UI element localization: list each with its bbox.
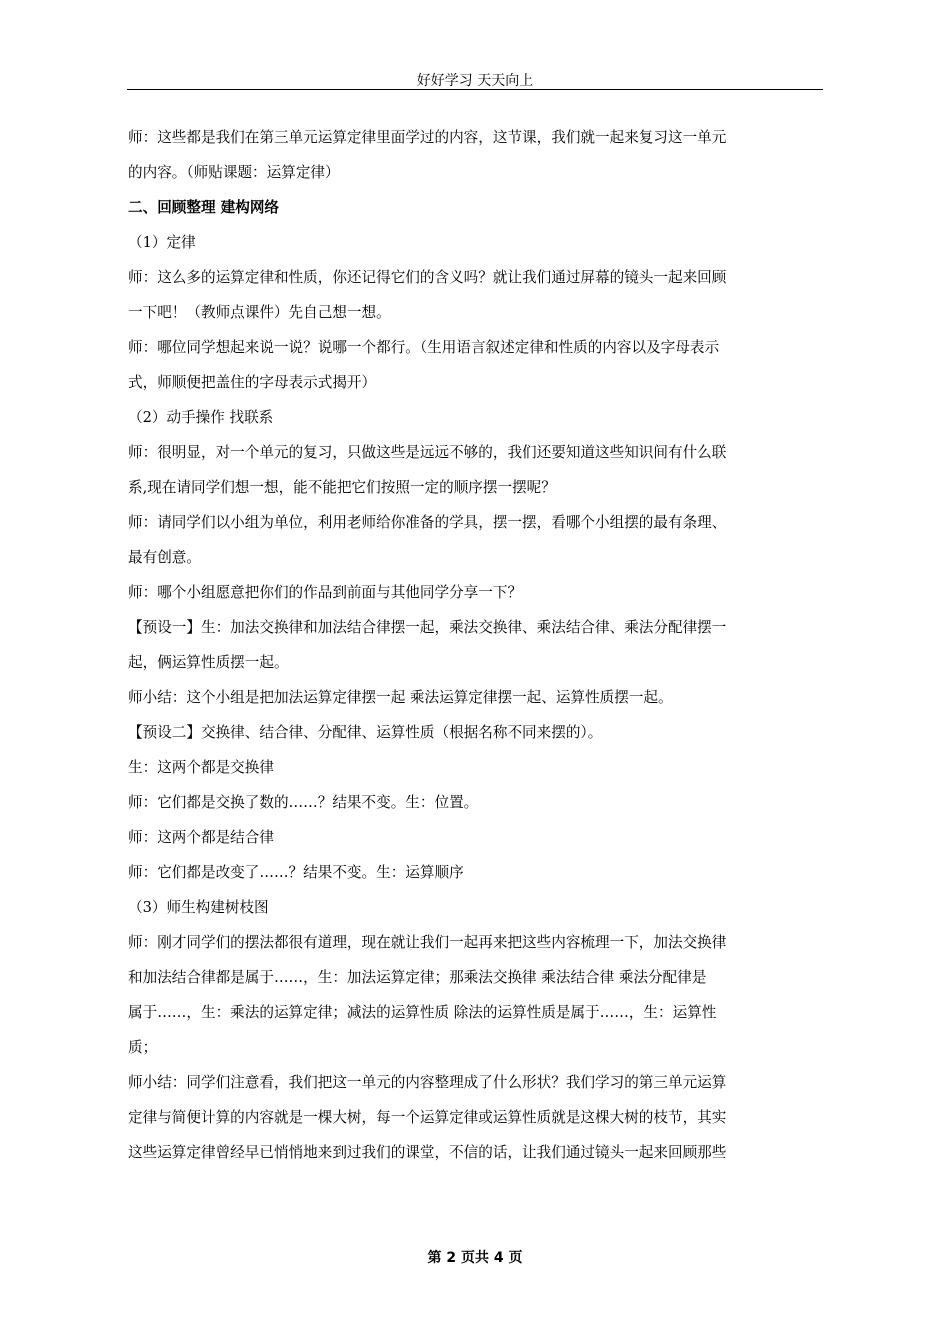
- document-body: [128, 120, 822, 1170]
- text-line: 属于……，生：乘法的运算定律；减法的运算性质 除法的运算性质是属于……，生：运算性: [128, 1004, 717, 1021]
- text-line: （2）动手操作 找联系: [128, 409, 274, 426]
- text-line: 师：这些都是我们在第三单元运算定律里面学过的内容，这节课，我们就一起来复习这一单元: [128, 129, 727, 146]
- text-line: 定律与简便计算的内容就是一棵大树，每一个运算定律或运算性质就是这棵大树的枝节，其实: [128, 1109, 727, 1126]
- section-heading: 二、回顾整理 建构网络: [128, 199, 280, 216]
- text-line: 师：这么多的运算定律和性质，你还记得它们的含义吗？就让我们通过屏幕的镜头一起来回顾: [128, 269, 727, 286]
- text-line: 师：很明显，对一个单元的复习，只做这些是远远不够的，我们还要知道这些知识间有什么联: [128, 444, 727, 461]
- text-line: 质；: [128, 1039, 158, 1056]
- text-line: 【预设一】生：加法交换律和加法结合律摆一起，乘法交换律、乘法结合律、乘法分配律摆一: [128, 619, 727, 636]
- text-line: 师：请同学们以小组为单位，利用老师给你准备的学具，摆一摆，看哪个小组摆的最有条理、: [128, 514, 727, 531]
- text-line: 一下吧！（教师点课件）先自己想一想。: [128, 304, 391, 321]
- text-line: 师：哪位同学想起来说一说？说哪一个都行。（生用语言叙述定律和性质的内容以及字母表示: [128, 339, 720, 356]
- text-line: 这些运算定律曾经早已悄悄地来到过我们的课堂，不信的话，让我们通过镜头一起来回顾那些: [128, 1144, 727, 1161]
- page-header: 好好学习 天天向上: [416, 73, 534, 89]
- text-line: 和加法结合律都是属于……，生：加法运算定律；那乘法交换律 乘法结合律 乘法分配律是: [128, 969, 707, 986]
- header-rule: [127, 89, 823, 90]
- text-line: 师：刚才同学们的摆法都很有道理，现在就让我们一起再来把这些内容梳理一下，加法交换律: [128, 934, 727, 951]
- text-line: 生：这两个都是交换律: [128, 759, 274, 776]
- text-line: 师小结：这个小组是把加法运算定律摆一起 乘法运算定律摆一起、运算性质摆一起。: [128, 689, 673, 706]
- text-line: 师：它们都是交换了数的……？结果不变。生：位置。: [128, 794, 479, 811]
- text-line: 师：它们都是改变了……？结果不变。生：运算顺序: [128, 864, 464, 881]
- text-line: 起，俩运算性质摆一起。: [128, 654, 289, 671]
- text-line: （1）定律: [128, 234, 196, 251]
- page-footer: 第 2 页共 4 页: [427, 1250, 523, 1266]
- text-line: 系,现在请同学们想一想，能不能把它们按照一定的顺序摆一摆呢？: [128, 479, 556, 496]
- text-line: 最有创意。: [128, 549, 201, 566]
- text-line: （3）师生构建树枝图: [128, 899, 269, 916]
- text-line: 【预设二】交换律、结合律、分配律、运算性质（根据名称不同来摆的）。: [128, 724, 603, 741]
- text-line: 师小结：同学们注意看，我们把这一单元的内容整理成了什么形状？我们学习的第三单元运算: [128, 1074, 727, 1091]
- text-line: 师：这两个都是结合律: [128, 829, 274, 846]
- text-line: 式，师顺便把盖住的字母表示式揭开）: [128, 374, 377, 391]
- text-line: 师：哪个小组愿意把你们的作品到前面与其他同学分享一下？: [128, 584, 523, 601]
- text-line: 的内容。（师贴课题：运算定律）: [128, 164, 340, 181]
